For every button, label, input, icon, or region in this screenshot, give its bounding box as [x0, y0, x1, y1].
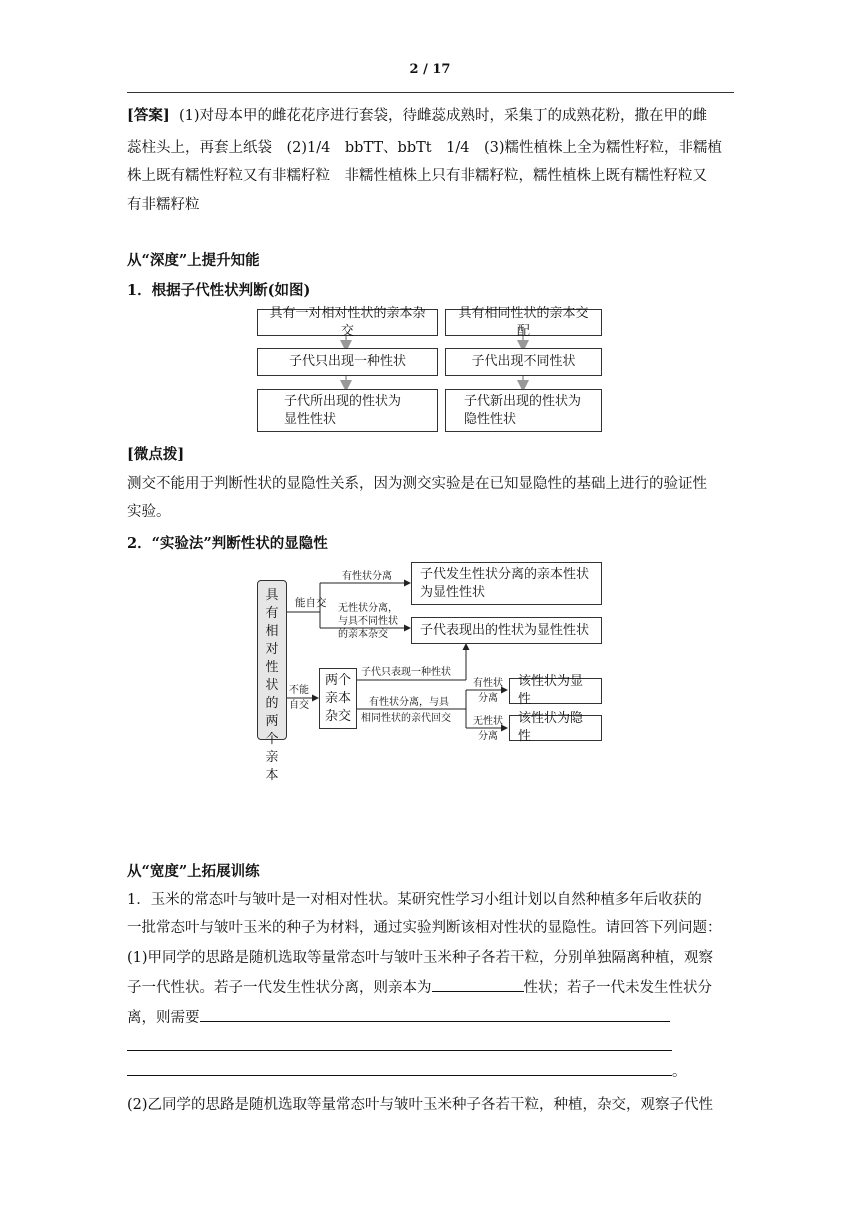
- q1-1-text-a: 子一代性状。若子一代发生性状分离，则亲本为: [127, 980, 432, 996]
- q1-1-text-b: 性状；若子一代未发生性状分: [523, 980, 712, 996]
- flow1-right-box-3: 子代新出现的性状为 隐性性状: [445, 389, 602, 432]
- label-one-trait: 子代只表现一种性状: [361, 667, 451, 678]
- answer-blank-line-3[interactable]: [127, 1050, 672, 1051]
- recessive-box: 该性状为隐性: [509, 715, 602, 741]
- flow1-left-box-2: 子代只出现一种性状: [257, 348, 438, 376]
- label-no-seg: 无性状 分离: [473, 716, 503, 742]
- flow1-right-box-1: 具有相同性状的亲本交配: [445, 309, 602, 336]
- q1-1-line-1: (1)甲同学的思路是随机选取等量常态叶与皱叶玉米种子各若干粒，分别单独隔离种植，观察: [127, 950, 714, 966]
- parent-box: 具有 相对 性状 的两 个亲 本: [257, 580, 287, 740]
- depth-item-1: 1．根据子代性状判断(如图): [127, 282, 311, 299]
- answer-line-3: 株上既有糯性籽粒又有非糯籽粒 非糯性植株上只有非糯籽粒，糯性植株上既有糯性籽粒又: [127, 168, 707, 184]
- q1-1-line-5: [127, 1060, 687, 1081]
- answer-blank-2[interactable]: [200, 1021, 670, 1022]
- label-segregation: 有性状分离: [342, 571, 392, 582]
- result-box-2: 子代表现出的性状为显性性状: [411, 617, 602, 644]
- q1-line-1: 1．玉米的常态叶与皱叶是一对相对性状。某研究性学习小组计划以自然种植多年后收获的: [127, 892, 702, 908]
- answer-blank-1[interactable]: [432, 991, 524, 992]
- q1-1-line-2: [127, 976, 712, 997]
- answer-line-2: 蕊柱头上，再套上纸袋 (2)1/4 bbTT、bbTt 1/4 (3)糯性植株上全为糯性籽粒，非糯植: [127, 140, 722, 156]
- page-number: 2 / 17: [409, 62, 451, 77]
- answer-label: [答案]: [127, 107, 170, 124]
- label-backcross-1: 有性状分离，与具: [369, 697, 449, 708]
- cross-box: 两个 亲本 杂交: [319, 668, 357, 729]
- label-has-segregation: 有性状 分离: [473, 678, 503, 704]
- result-box-1: 子代发生性状分离的亲本性状 为显性性状: [411, 562, 602, 605]
- label-backcross-2: 相同性状的亲代回交: [361, 713, 451, 724]
- tip-label: [微点拨]: [127, 446, 185, 463]
- flow1-left-box-3: 子代所出现的性状为 显性性状: [257, 389, 438, 432]
- label-cannot-self: 不能 自交: [289, 685, 309, 711]
- flow1-left-box-1: 具有一对相对性状的亲本杂交: [257, 309, 438, 336]
- tip-line-1: 测交不能用于判断性状的显隐性关系，因为测交实验是在已知显隐性的基础上进行的验证性: [127, 476, 707, 492]
- depth-item-2: 2．“实验法”判断性状的显隐性: [127, 535, 328, 552]
- breadth-heading: 从“宽度”上拓展训练: [127, 863, 260, 880]
- answer-line-4: 有非糯籽粒: [127, 197, 200, 213]
- q1-1-text-c: 离，则需要: [127, 1010, 200, 1026]
- q1-1-line-3: [127, 1006, 670, 1027]
- q1-2-line-1: (2)乙同学的思路是随机选取等量常态叶与皱叶玉米种子各若干粒，种植，杂交，观察子代性: [127, 1097, 714, 1113]
- q1-line-2: 一批常态叶与皱叶玉米的种子为材料，通过实验判断该相对性状的显隐性。请回答下列问题：: [127, 920, 722, 936]
- period: 。: [672, 1064, 687, 1080]
- answer-text-1: (1)对母本甲的雌花花序进行套袋，待雌蕊成熟时，采集丁的成熟花粉，撒在甲的雌: [178, 108, 707, 124]
- depth-heading: 从“深度”上提升知能: [127, 252, 260, 269]
- label-can-self: 能自交: [295, 597, 327, 609]
- flow1-right-box-2: 子代出现不同性状: [445, 348, 602, 376]
- dominant-box: 该性状为显性: [509, 678, 602, 704]
- label-no-segregation: 无性状分离， 与具不同性状 的亲本杂交: [338, 603, 398, 640]
- answer-blank-line-4[interactable]: [127, 1075, 672, 1076]
- tip-line-2: 实验。: [127, 504, 171, 520]
